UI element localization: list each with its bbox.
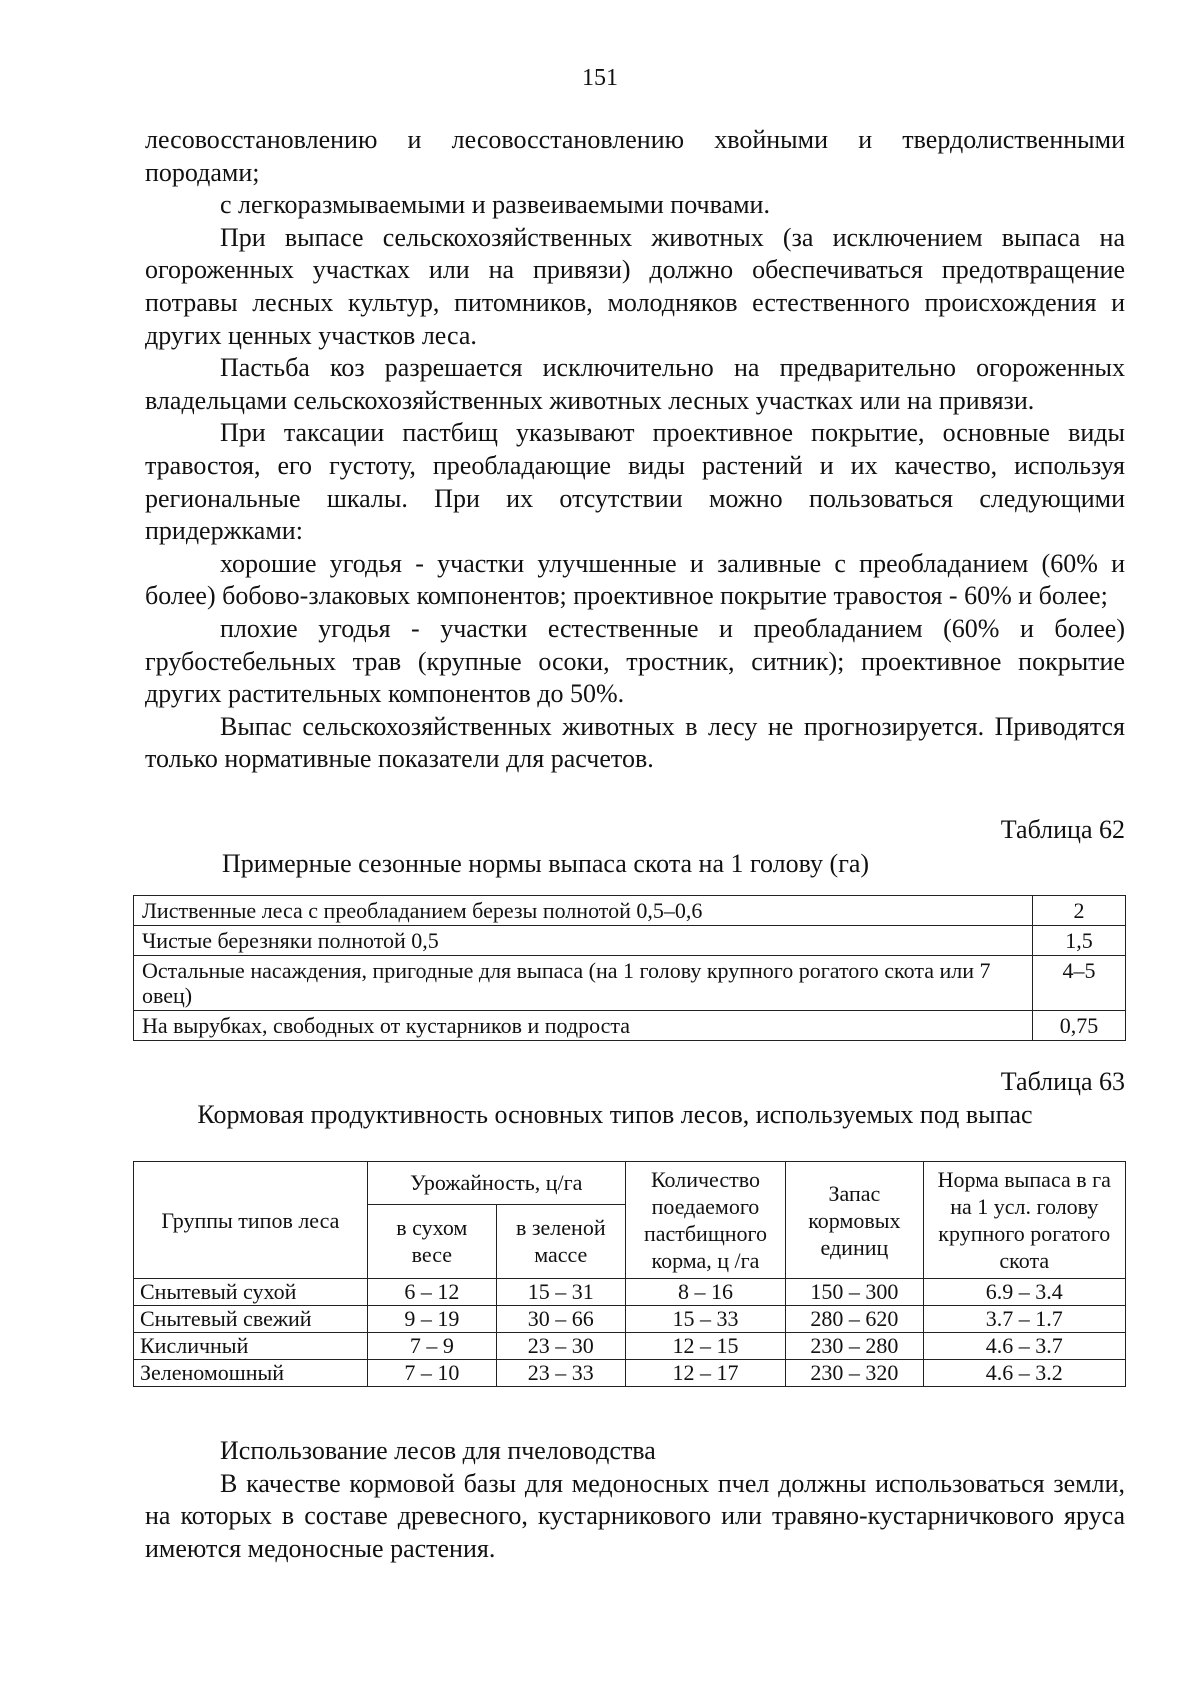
table-cell: 7 – 9 <box>367 1333 496 1360</box>
header-green: в зеленой массе <box>496 1204 625 1278</box>
table62-caption: Таблица 62 <box>1000 815 1125 844</box>
table-row <box>134 926 1126 956</box>
table-cell: 8 – 16 <box>625 1279 785 1306</box>
header-norm: Норма выпаса в га на 1 усл. голову крупного рогатого скота <box>923 1162 1125 1279</box>
beekeeping-section <box>145 1435 1125 1565</box>
table-row <box>134 1306 1126 1333</box>
table62 <box>133 895 1126 1041</box>
table-cell: 6 – 12 <box>367 1279 496 1306</box>
paragraph: При таксации пастбищ указывают проективное покрытие, основные виды травостоя, его густоту, преобладающие виды растений и их качество, используя региональные шкалы. При их отсутствии можно пользоваться следующими придержками: <box>145 418 1125 546</box>
table63-caption: Таблица 63 <box>1000 1067 1125 1096</box>
table-cell: 15 – 31 <box>496 1279 625 1306</box>
table-header-row <box>134 1162 1126 1205</box>
table-cell: 6.9 – 3.4 <box>923 1279 1125 1306</box>
body-text <box>145 124 1125 776</box>
table-cell: Снытевый сухой <box>134 1279 368 1306</box>
table-cell: Снытевый свежий <box>134 1306 368 1333</box>
page-number: 151 <box>582 65 618 91</box>
table-cell: 15 – 33 <box>625 1306 785 1333</box>
paragraph: В качестве кормовой базы для медоносных пчел должны использоваться земли, на которых в составе древесного, кустарникового или травяно-кустарничкового яруса имеются медоносные растения. <box>145 1468 1125 1563</box>
table-cell: 30 – 66 <box>496 1306 625 1333</box>
header-groups: Группы типов леса <box>134 1162 368 1279</box>
table-cell: 7 – 10 <box>367 1360 496 1387</box>
table-cell: Чистые березняки полнотой 0,5 <box>134 926 1033 956</box>
table-cell: 0,75 <box>1033 1011 1126 1041</box>
table-cell: 23 – 30 <box>496 1333 625 1360</box>
table-cell: Остальные насаждения, пригодные для выпаса (на 1 голову крупного рогатого скота или 7 овец) <box>134 956 1033 1011</box>
table-cell: 12 – 15 <box>625 1333 785 1360</box>
header-eaten: Количество поедаемого пастбищного корма, ц /га <box>625 1162 785 1279</box>
table-cell: 4.6 – 3.7 <box>923 1333 1125 1360</box>
header-units: Запас кормовых единиц <box>786 1162 923 1279</box>
table-cell: 1,5 <box>1033 926 1126 956</box>
header-yield: Урожайность, ц/га <box>367 1162 625 1205</box>
table-cell: 280 – 620 <box>786 1306 923 1333</box>
table-cell: 4–5 <box>1033 956 1126 1011</box>
table-cell: 4.6 – 3.2 <box>923 1360 1125 1387</box>
table-cell: 12 – 17 <box>625 1360 785 1387</box>
table-cell: Кисличный <box>134 1333 368 1360</box>
table-cell: 3.7 – 1.7 <box>923 1306 1125 1333</box>
paragraph: лесовосстановлению и лесовосстановлению хвойными и твердолиственными породами; <box>145 125 1125 187</box>
table-row <box>134 956 1126 1011</box>
paragraph: Пастьба коз разрешается исключительно на предварительно огороженных владельцами сельскохозяйственных животных лесных участках или на привязи. <box>145 353 1125 415</box>
table63 <box>133 1161 1126 1387</box>
paragraph: плохие угодья - участки естественные и преобладанием (60% и более) грубостебельных трав (крупные осоки, тростник, ситник); проективное покрытие других растительных компонентов до 50%. <box>145 613 1125 709</box>
table-cell: 230 – 280 <box>786 1333 923 1360</box>
table-cell: 23 – 33 <box>496 1360 625 1387</box>
table-row <box>134 1011 1126 1041</box>
table-cell: 150 – 300 <box>786 1279 923 1306</box>
paragraph: с легкоразмываемыми и развеиваемыми почвами. <box>220 190 770 220</box>
table-cell: На вырубках, свободных от кустарников и подроста <box>134 1011 1033 1041</box>
section-heading: Использование лесов для пчеловодства <box>220 1436 656 1465</box>
table-cell: Лиственные леса с преобладанием березы полнотой 0,5–0,6 <box>134 896 1033 926</box>
table-row <box>134 896 1126 926</box>
table-cell: 9 – 19 <box>367 1306 496 1333</box>
table-cell: Зеленомошный <box>134 1360 368 1387</box>
paragraph: хорошие угодья - участки улучшенные и заливные с преобладанием (60% и более) бобово-злаковых компонентов; проективное покрытие травостоя - 60% и более; <box>145 548 1125 611</box>
table-row <box>134 1333 1126 1360</box>
table-cell: 230 – 320 <box>786 1360 923 1387</box>
table62-title: Примерные сезонные нормы выпаса скота на 1 голову (га) <box>222 849 870 878</box>
table63-title: Кормовая продуктивность основных типов лесов, используемых под выпас <box>197 1100 1033 1129</box>
paragraph: При выпасе сельскохозяйственных животных (за исключением выпаса на огороженных участках или на привязи) должно обеспечиваться предотвращение потравы лесных культур, питомников, молодняков естественного происхождения и других ценных участков леса. <box>145 222 1125 350</box>
table-cell: 2 <box>1033 896 1126 926</box>
header-dry: в сухом весе <box>367 1204 496 1278</box>
paragraph: Выпас сельскохозяйственных животных в лесу не прогнозируется. Приводятся только нормативные показатели для расчетов. <box>145 711 1125 774</box>
table-row <box>134 1360 1126 1387</box>
table-row <box>134 1279 1126 1306</box>
